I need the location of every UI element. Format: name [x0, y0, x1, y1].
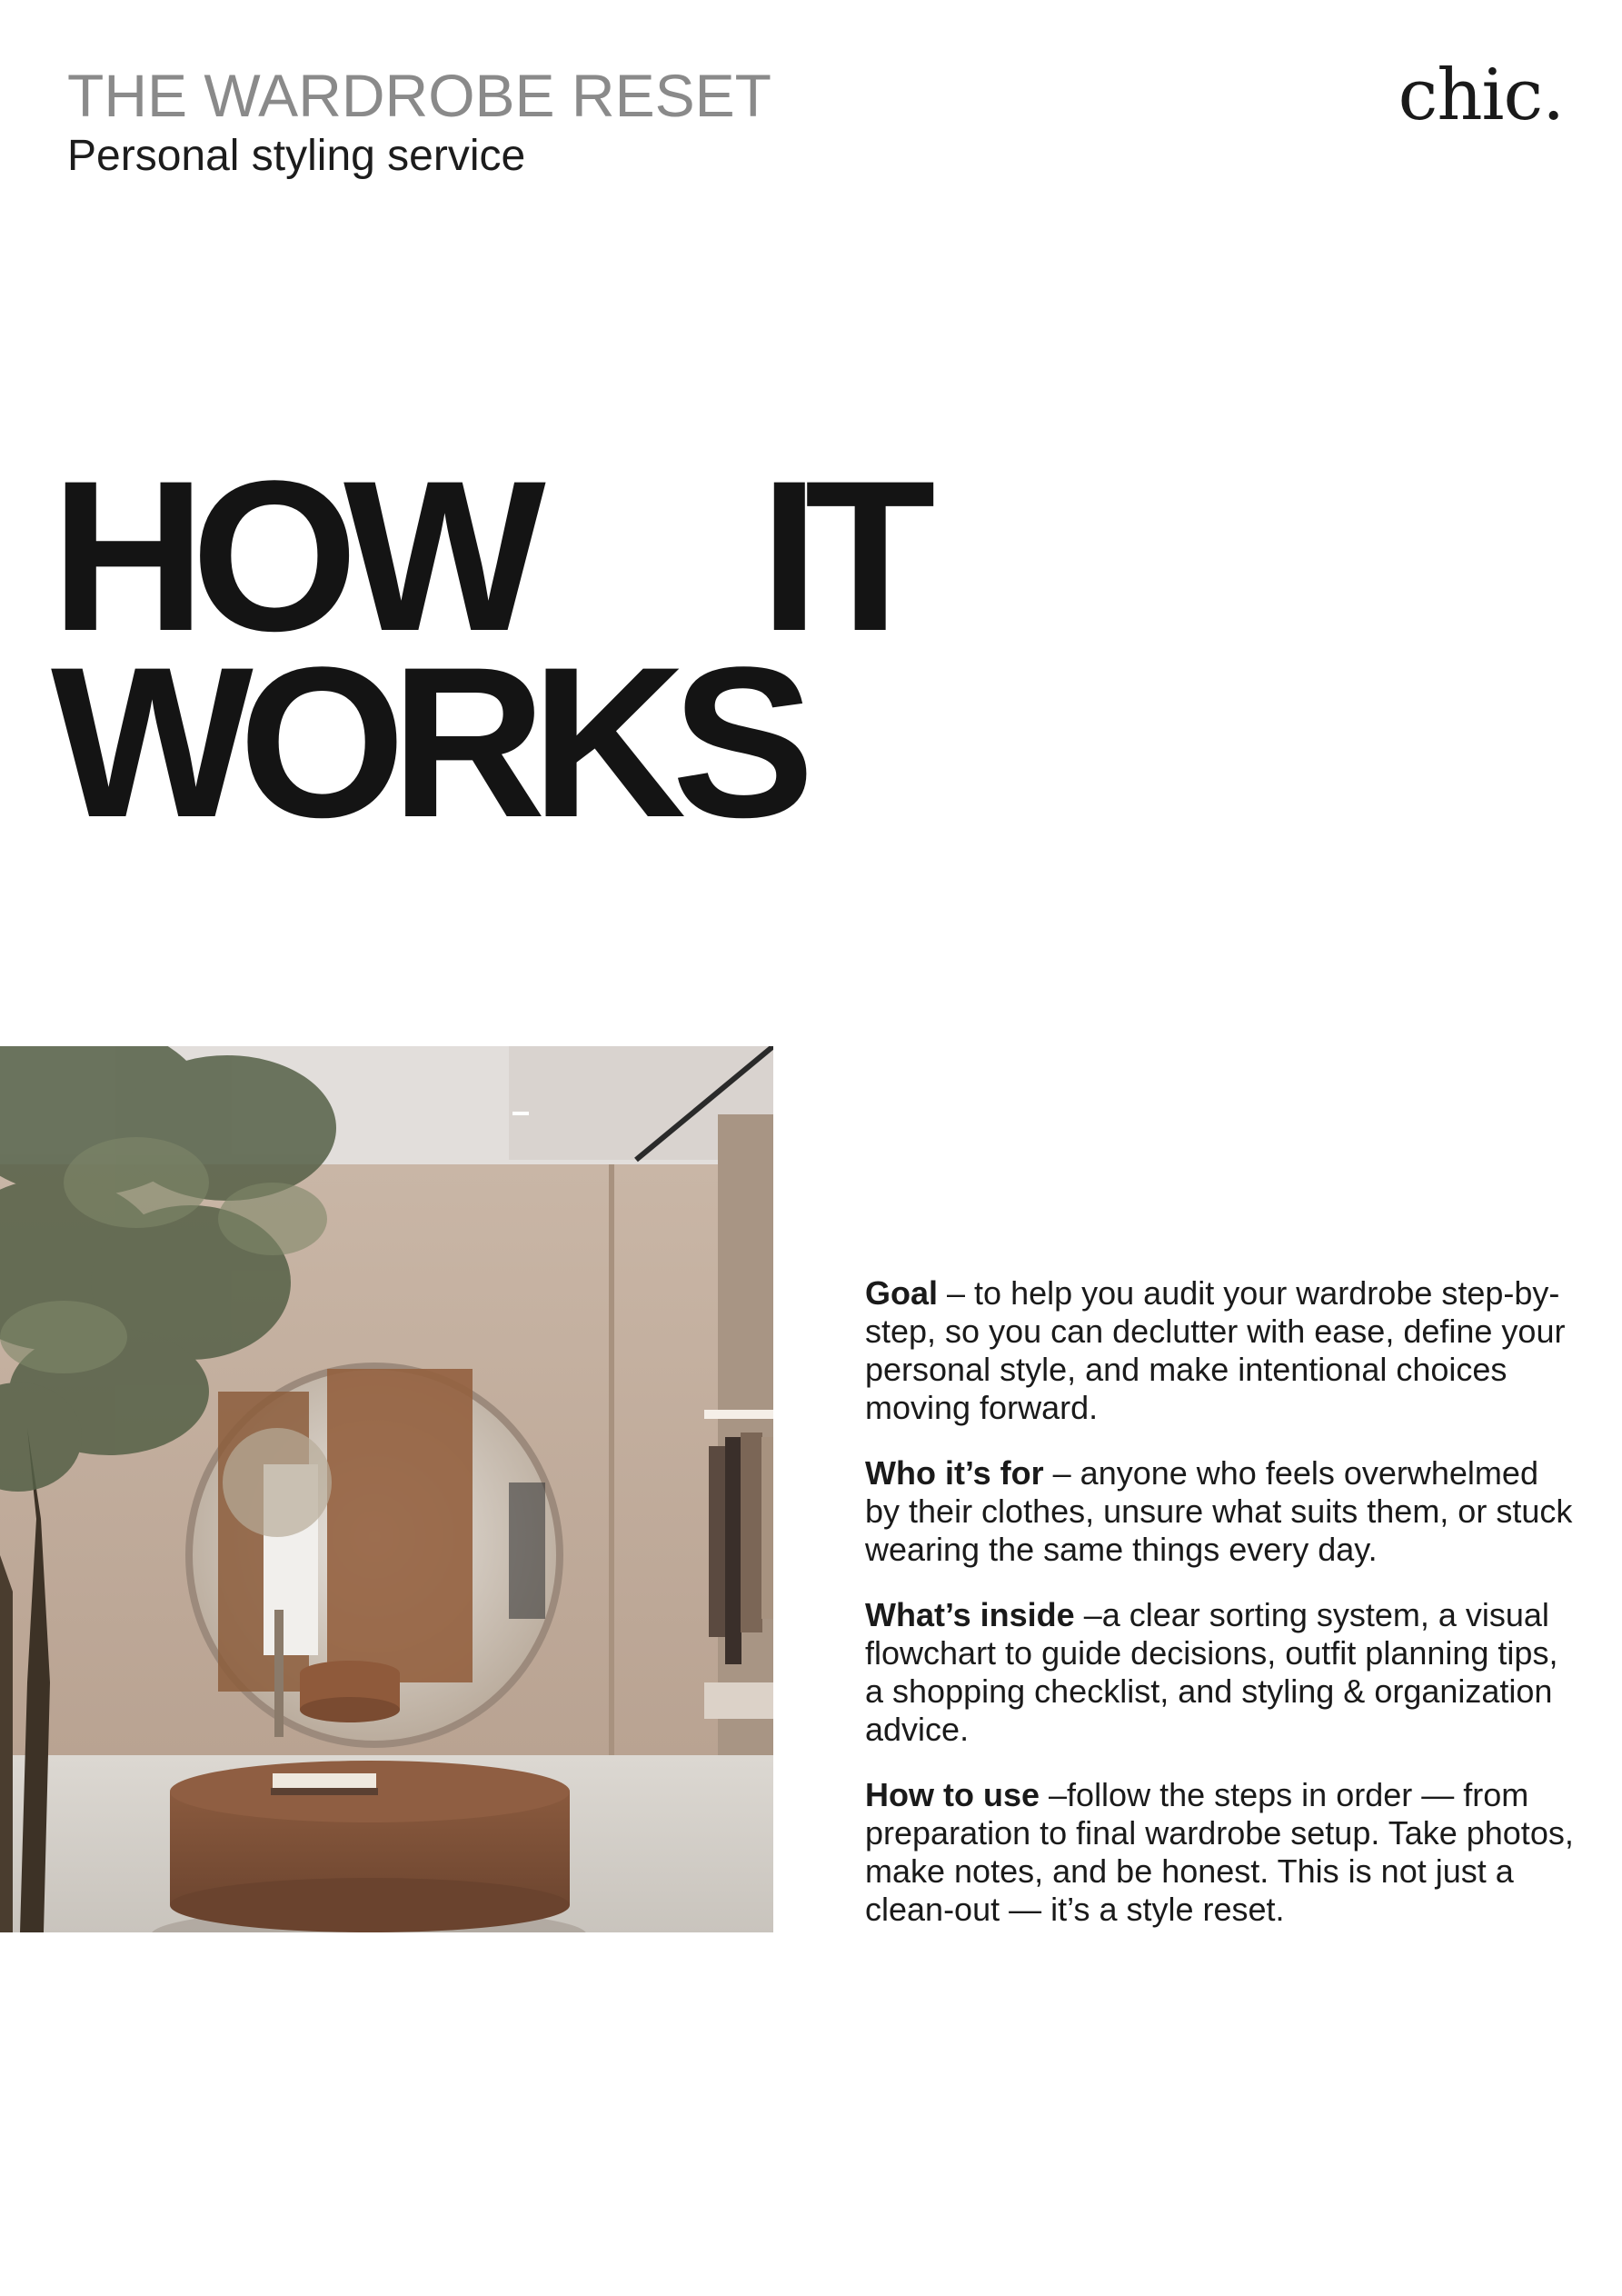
info-text: –follow the steps in order — from preparation to final wardrobe setup. Take photos, make notes, and be honest. This is not just a clean-out — it’s a style reset. — [865, 1776, 1574, 1928]
info-label: Who it’s for — [865, 1454, 1044, 1492]
info-list — [865, 1274, 1574, 1956]
info-contents — [865, 1596, 1574, 1749]
info-label: How to use — [865, 1776, 1040, 1813]
info-goal — [865, 1274, 1574, 1427]
info-label: What’s inside — [865, 1596, 1075, 1633]
brand-subtitle: Personal styling service — [67, 132, 526, 180]
page-headline — [51, 436, 960, 863]
info-audience — [865, 1454, 1574, 1569]
headline-word-it: IT — [760, 436, 921, 676]
headline-word-how: HOW — [51, 436, 532, 676]
info-usage — [865, 1776, 1574, 1929]
info-text: –a clear sorting system, a visual flowchart to guide decisions, outfit planning tips, a shopping checklist, and styling & organization advice. — [865, 1596, 1558, 1748]
info-text: – to help you audit your wardrobe step-by-step, so you can declutter with ease, define your personal style, and make intentional choices moving forward. — [865, 1274, 1566, 1426]
chic-logo: chic. — [1398, 55, 1564, 136]
interior-photo — [0, 1046, 773, 1932]
headline-word-works: WORKS — [51, 623, 801, 863]
brand-title: THE WARDROBE RESET — [67, 62, 771, 129]
interior-illustration — [0, 1046, 773, 1932]
info-label: Goal — [865, 1274, 939, 1312]
info-text: – anyone who feels overwhelmed by their clothes, unsure what suits them, or stuck wearing the same things every day. — [865, 1454, 1573, 1568]
